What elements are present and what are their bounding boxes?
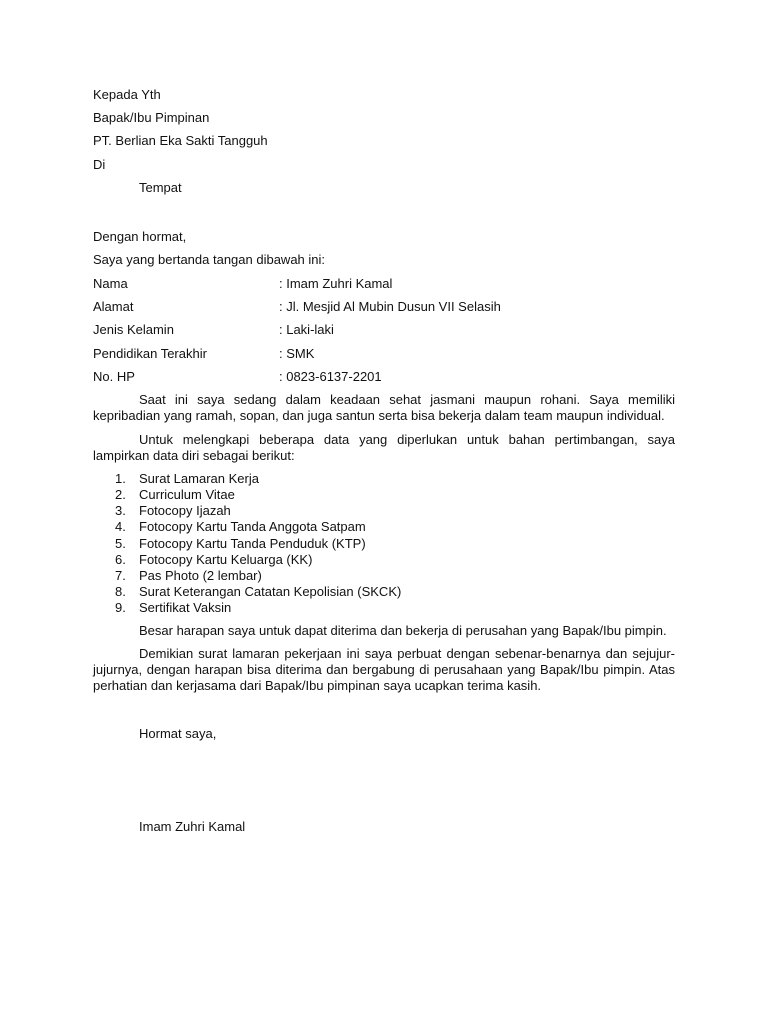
greeting: Dengan hormat,	[93, 229, 187, 244]
list-item	[93, 568, 675, 584]
info-row-jenis-kelamin	[93, 322, 675, 338]
attachment-list	[93, 471, 675, 616]
info-label: Jenis Kelamin	[93, 322, 174, 337]
list-item	[93, 536, 675, 552]
list-item	[93, 584, 675, 600]
paragraph-health: Saat ini saya sedang dalam keadaan sehat jasmani maupun rohani. Saya memiliki kepribadian yang ramah, sopan, dan juga santun serta bisa bekerja dalam team maupun individual.	[93, 392, 675, 423]
closing-salutation: Hormat saya,	[139, 726, 217, 741]
info-value: : Jl. Mesjid Al Mubin Dusun VII Selasih	[279, 299, 501, 314]
list-number: 9.	[115, 600, 126, 615]
signature-name: Imam Zuhri Kamal	[139, 819, 246, 834]
list-text: Surat Keterangan Catatan Kepolisian (SKCK)	[139, 583, 402, 599]
list-item	[93, 552, 675, 568]
recipient-line-di: Di	[93, 157, 106, 172]
info-value: : Laki-laki	[279, 322, 334, 337]
list-text: Surat Lamaran Kerja	[139, 471, 259, 486]
info-value: : 0823-6137-2201	[279, 369, 382, 384]
recipient-line-kepada: Kepada Yth	[93, 87, 161, 102]
info-label: Nama	[93, 276, 128, 291]
list-text: Pas Photo (2 lembar)	[139, 567, 262, 583]
info-value: : Imam Zuhri Kamal	[279, 276, 393, 291]
info-label: No. HP	[93, 369, 135, 384]
list-number: 8.	[115, 583, 126, 599]
list-text: Sertifikat Vaksin	[139, 600, 232, 615]
list-number: 7.	[115, 567, 126, 583]
list-text: Fotocopy Kartu Tanda Penduduk (KTP)	[139, 535, 366, 551]
list-item	[93, 487, 675, 503]
list-text: Fotocopy Ijazah	[139, 503, 231, 519]
list-number: 4.	[115, 519, 126, 535]
list-number: 2.	[115, 487, 126, 503]
list-item	[93, 471, 675, 487]
recipient-company: PT. Berlian Eka Sakti Tangguh	[93, 133, 268, 148]
intro-text: Saya yang bertanda tangan dibawah ini:	[93, 252, 326, 267]
info-row-alamat	[93, 299, 675, 315]
info-label: Alamat	[93, 299, 134, 314]
paragraph-closing-statement: Demikian surat lamaran pekerjaan ini saya perbuat dengan sebenar-benarnya dan sejujur-jujurnya, dengan harapan bisa diterima dan bergabung di perusahaan yang Bapak/Ibu pimpin. Atas perhatian dan kerjasama dari Bapak/Ibu pimpinan saya ucapkan terima kasih.	[93, 646, 675, 693]
list-text: Fotocopy Kartu Keluarga (KK)	[139, 551, 313, 567]
info-label: Pendidikan Terakhir	[93, 346, 207, 361]
info-row-pendidikan	[93, 346, 675, 362]
list-number: 3.	[115, 503, 126, 519]
list-number: 6.	[115, 551, 126, 567]
info-row-no-hp	[93, 369, 675, 385]
info-row-nama	[93, 276, 675, 292]
list-text: Fotocopy Kartu Tanda Anggota Satpam	[139, 519, 366, 535]
recipient-line-pimpinan: Bapak/Ibu Pimpinan	[93, 110, 210, 125]
list-item	[93, 503, 675, 519]
list-item	[93, 600, 675, 616]
recipient-place: Tempat	[139, 180, 182, 195]
list-item	[93, 519, 675, 535]
list-text: Curriculum Vitae	[139, 487, 235, 503]
list-number: 5.	[115, 535, 126, 551]
paragraph-hope: Besar harapan saya untuk dapat diterima dan bekerja di perusahan yang Bapak/Ibu pimpin.	[139, 623, 667, 638]
list-number: 1.	[115, 471, 126, 486]
info-value: : SMK	[279, 346, 315, 361]
paragraph-attachments-intro: Untuk melengkapi beberapa data yang diperlukan untuk bahan pertimbangan, saya lampirkan data diri sebagai berikut:	[93, 432, 675, 463]
